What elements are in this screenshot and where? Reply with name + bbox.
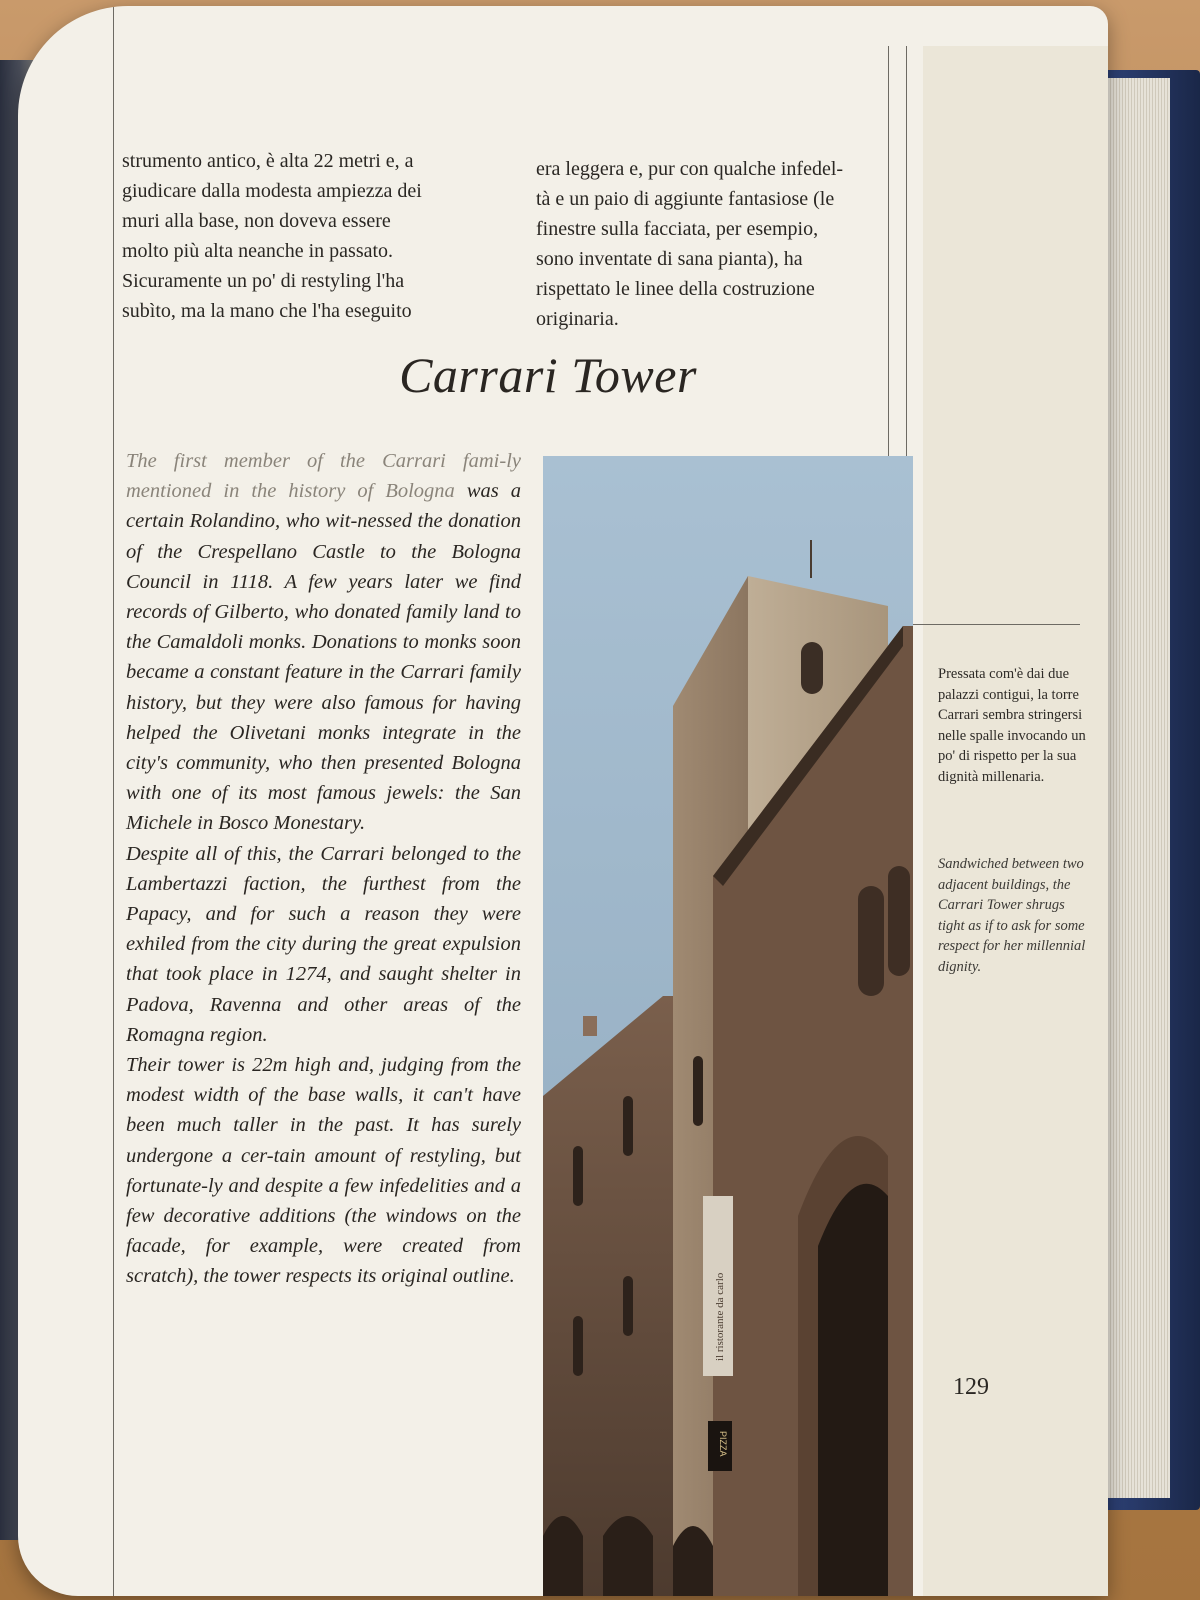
- left-building: [543, 996, 673, 1596]
- text-line: Sicuramente un po' di restyling l'ha: [122, 270, 405, 292]
- article-body: [126, 446, 521, 1292]
- text-line: muri alla base, non doveva essere: [122, 210, 391, 232]
- tower-photo-illustration: [543, 456, 913, 1596]
- building-window: [888, 866, 910, 976]
- ground-arch: [603, 1516, 653, 1596]
- margin-column: [923, 46, 1108, 1596]
- paragraph-3: Their tower is 22m high and, judging from the modest width of the base walls, it can't have been much taller in the past. It has surely undergone a cer-tain amount of restyling, but fortunate-ly and despite a few infedelities and a few decorative additions (the windows on the facade, for example, were created from scratch), the tower respects its original outline.: [126, 1054, 521, 1288]
- text-line: rispettato le linee della costruzione: [536, 278, 815, 300]
- pizza-sign-text: PIZZA: [718, 1431, 728, 1457]
- paragraph-1: [126, 446, 521, 839]
- small-window: [573, 1316, 583, 1376]
- chimney: [583, 1016, 597, 1036]
- left-rule: [113, 6, 114, 1596]
- small-window: [573, 1146, 583, 1206]
- arch-opening: [818, 1184, 888, 1596]
- text-line: strumento antico, è alta 22 metri e, a: [122, 150, 414, 172]
- text-line: finestre sulla facciata, per esempio,: [536, 218, 819, 240]
- page-number: 129: [953, 1374, 989, 1400]
- text-line: subìto, ma la mano che l'ha eseguito: [122, 300, 412, 322]
- building-window: [858, 886, 884, 996]
- text-line: era leggera e, pur con qualche infedel-: [536, 158, 844, 180]
- lead-text: The first member of the Carrari fami-ly mentioned in the history of Bologna: [126, 450, 521, 503]
- restaurant-banner-text: il ristorante da carlo: [714, 1272, 726, 1361]
- caption-italian: Pressata com'è dai due palazzi contigui, la torre Carrari sembra stringersi nelle spalle invocando un po' di rispetto per la sua dignità millenaria.: [938, 666, 1086, 785]
- tower-window: [801, 642, 823, 694]
- ground-arch: [543, 1516, 583, 1596]
- text-line: sono inventate di sana pianta), ha: [536, 248, 803, 270]
- text-line: originaria.: [536, 308, 619, 330]
- top-left-column: [122, 146, 497, 326]
- ground-arch: [673, 1526, 713, 1596]
- small-window: [623, 1096, 633, 1156]
- top-right-column: [536, 154, 881, 334]
- text-line: tà e un paio di aggiunte fantasiose (le: [536, 188, 835, 210]
- small-window: [623, 1276, 633, 1336]
- paragraph-2: Despite all of this, the Carrari belonged to the Lambertazzi faction, the furthest from the Papacy, and for such a reason they were exhiled from the city during the great expulsion that took place in 1274, and saught shelter in Padova, Ravenna and other areas of the Romagna region.: [126, 842, 521, 1046]
- text-line: molto più alta neanche in passato.: [122, 240, 394, 262]
- tower-photo: [543, 456, 913, 1596]
- page-title: Carrari Tower: [399, 347, 697, 403]
- text-line: giudicare dalla modesta ampiezza dei: [122, 180, 422, 202]
- caption-english: Sandwiched between two adjacent buildings, the Carrari Tower shrugs tight as if to ask for some respect for her millennial dignity.: [938, 856, 1086, 975]
- small-window: [693, 1056, 703, 1126]
- paragraph-1-text: was a certain Rolandino, who wit-nessed the donation of the Crespellano Castle to the Bologna Council in 1118. A few years later we find records of Gilberto, who donated family land to the Camaldoli monks. Donations to monks soon became a constant feature in the Carrari family history, but they were also famous for having helped the Olivetani monks integrate in the city's community, who then presented Bologna with one of its most famous jewels: the San Michele in Bosco Monestary.: [126, 480, 521, 835]
- book-page: [18, 6, 1108, 1596]
- caption-divider: [908, 624, 1080, 625]
